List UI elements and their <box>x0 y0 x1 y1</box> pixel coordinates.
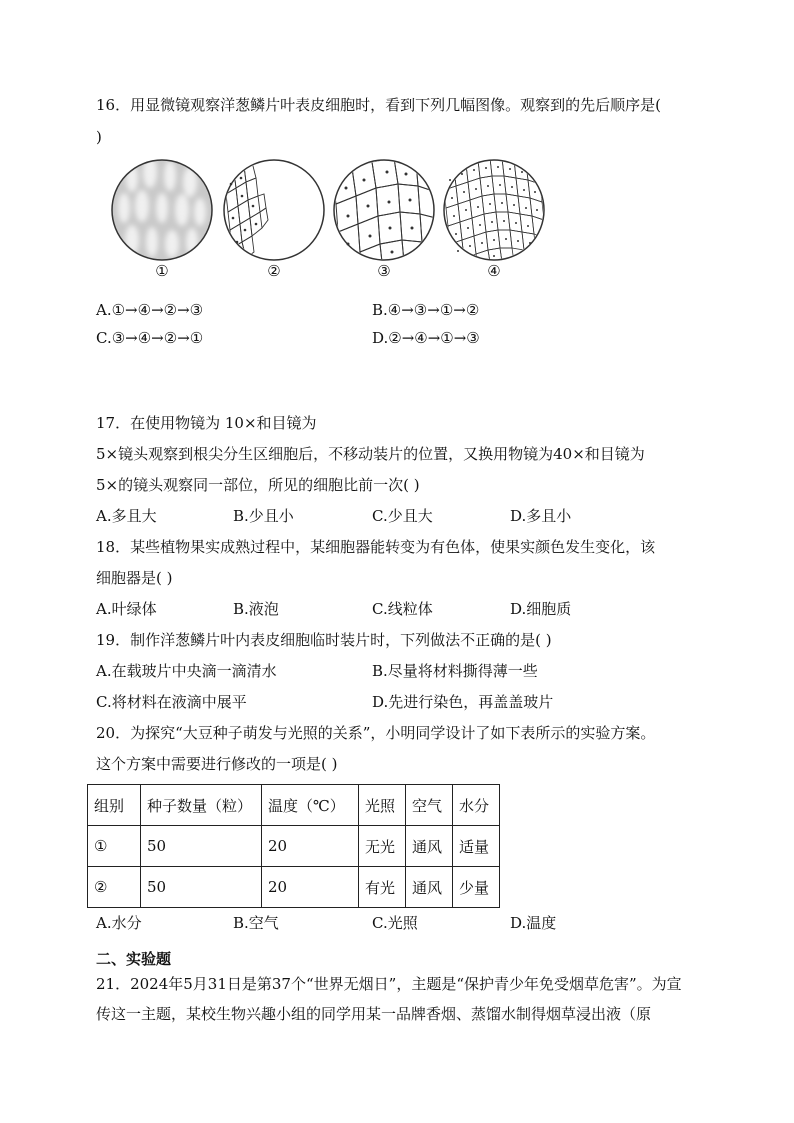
table-cell: 无光 <box>359 826 406 867</box>
q17-option-a[interactable]: A.多且大 <box>96 507 157 525</box>
q17-option-c[interactable]: C.少且大 <box>372 507 433 525</box>
table-header-cell: 温度（℃） <box>262 785 359 826</box>
table-row <box>88 867 500 908</box>
q18-line1: 18．某些植物果实成熟过程中，某细胞器能转变为有色体，使果实颜色发生变化，该 <box>96 538 656 556</box>
blurry-cells-image <box>110 158 214 262</box>
table-cell: 通风 <box>406 826 453 867</box>
q19-option-c[interactable]: C.将材料在液滴中展平 <box>96 693 247 711</box>
q17-option-b[interactable]: B.少且小 <box>233 507 294 525</box>
q18-option-d[interactable]: D.细胞质 <box>510 600 572 618</box>
q16-option-d[interactable]: D.②→④→①→③ <box>372 329 480 347</box>
q16-option-b[interactable]: B.④→③→①→② <box>372 301 480 319</box>
q19-option-d[interactable]: D.先进行染色，再盖盖玻片 <box>372 693 554 711</box>
q21-line1: 21．2024年5月31日是第37个“世界无烟日”，主题是“保护青少年免受烟草危害”。为宣 <box>96 975 682 993</box>
experiment-table <box>87 784 500 908</box>
q20-option-c[interactable]: C.光照 <box>372 914 418 932</box>
small-cells-image <box>442 158 546 262</box>
q20-option-a[interactable]: A.水分 <box>96 914 142 932</box>
q18-option-b[interactable]: B.液泡 <box>233 600 279 618</box>
section-heading: 二、实验题 <box>96 950 172 968</box>
image-label-2: ② <box>267 262 281 280</box>
table-cell: 少量 <box>453 867 500 908</box>
table-cell: 20 <box>262 867 359 908</box>
q19-line1: 19．制作洋葱鳞片叶内表皮细胞临时装片时，下列做法不正确的是( ) <box>96 631 552 649</box>
table-header-cell: 光照 <box>359 785 406 826</box>
q16-option-a[interactable]: A.①→④→②→③ <box>96 301 204 319</box>
table-cell: 有光 <box>359 867 406 908</box>
q20-option-b[interactable]: B.空气 <box>233 914 279 932</box>
q16-stem-line1: 16．用显微镜观察洋葱鳞片叶表皮细胞时，看到下列几幅图像。观察到的先后顺序是( <box>96 96 661 114</box>
image-label-3: ③ <box>377 262 391 280</box>
q17-line1: 17．在使用物镜为 10×和目镜为 <box>96 414 317 432</box>
table-header-cell: 种子数量（粒） <box>141 785 262 826</box>
table-cell: ② <box>88 867 141 908</box>
table-cell: 通风 <box>406 867 453 908</box>
q18-option-a[interactable]: A.叶绿体 <box>96 600 157 618</box>
microscope-image-2 <box>222 158 326 280</box>
table-header-cell: 组别 <box>88 785 141 826</box>
microscope-image-4 <box>442 158 546 280</box>
q16-option-c[interactable]: C.③→④→②→① <box>96 329 204 347</box>
q20-option-d[interactable]: D.温度 <box>510 914 557 932</box>
q16-stem-line2: ) <box>96 128 102 146</box>
q17-option-d[interactable]: D.多且小 <box>510 507 572 525</box>
table-cell: 50 <box>141 867 262 908</box>
table-cell: 20 <box>262 826 359 867</box>
table-cell: 适量 <box>453 826 500 867</box>
microscope-image-1 <box>110 158 214 280</box>
q19-option-a[interactable]: A.在载玻片中央滴一滴清水 <box>96 662 277 680</box>
image-label-4: ④ <box>487 262 501 280</box>
table-cell: ① <box>88 826 141 867</box>
table-header-row <box>88 785 500 826</box>
q20-line1: 20．为探究“大豆种子萌发与光照的关系”，小明同学设计了如下表所示的实验方案。 <box>96 724 656 742</box>
q18-line2: 细胞器是( ) <box>96 569 173 587</box>
image-label-1: ① <box>155 262 169 280</box>
table-cell: 50 <box>141 826 262 867</box>
q20-line2: 这个方案中需要进行修改的一项是( ) <box>96 755 338 773</box>
table-header-cell: 水分 <box>453 785 500 826</box>
microscope-image-3 <box>332 158 436 280</box>
edge-cells-image <box>222 158 326 262</box>
table-row <box>88 826 500 867</box>
q18-option-c[interactable]: C.线粒体 <box>372 600 433 618</box>
large-cells-image <box>332 158 436 262</box>
q17-line3: 5×的镜头观察同一部位，所见的细胞比前一次( ) <box>96 476 420 494</box>
q21-line2: 传这一主题，某校生物兴趣小组的同学用某一品牌香烟、蒸馏水制得烟草浸出液（原 <box>96 1005 652 1023</box>
q17-line2: 5×镜头观察到根尖分生区细胞后，不移动装片的位置，又换用物镜为40×和目镜为 <box>96 445 645 463</box>
table-header-cell: 空气 <box>406 785 453 826</box>
q19-option-b[interactable]: B.尽量将材料撕得薄一些 <box>372 662 538 680</box>
